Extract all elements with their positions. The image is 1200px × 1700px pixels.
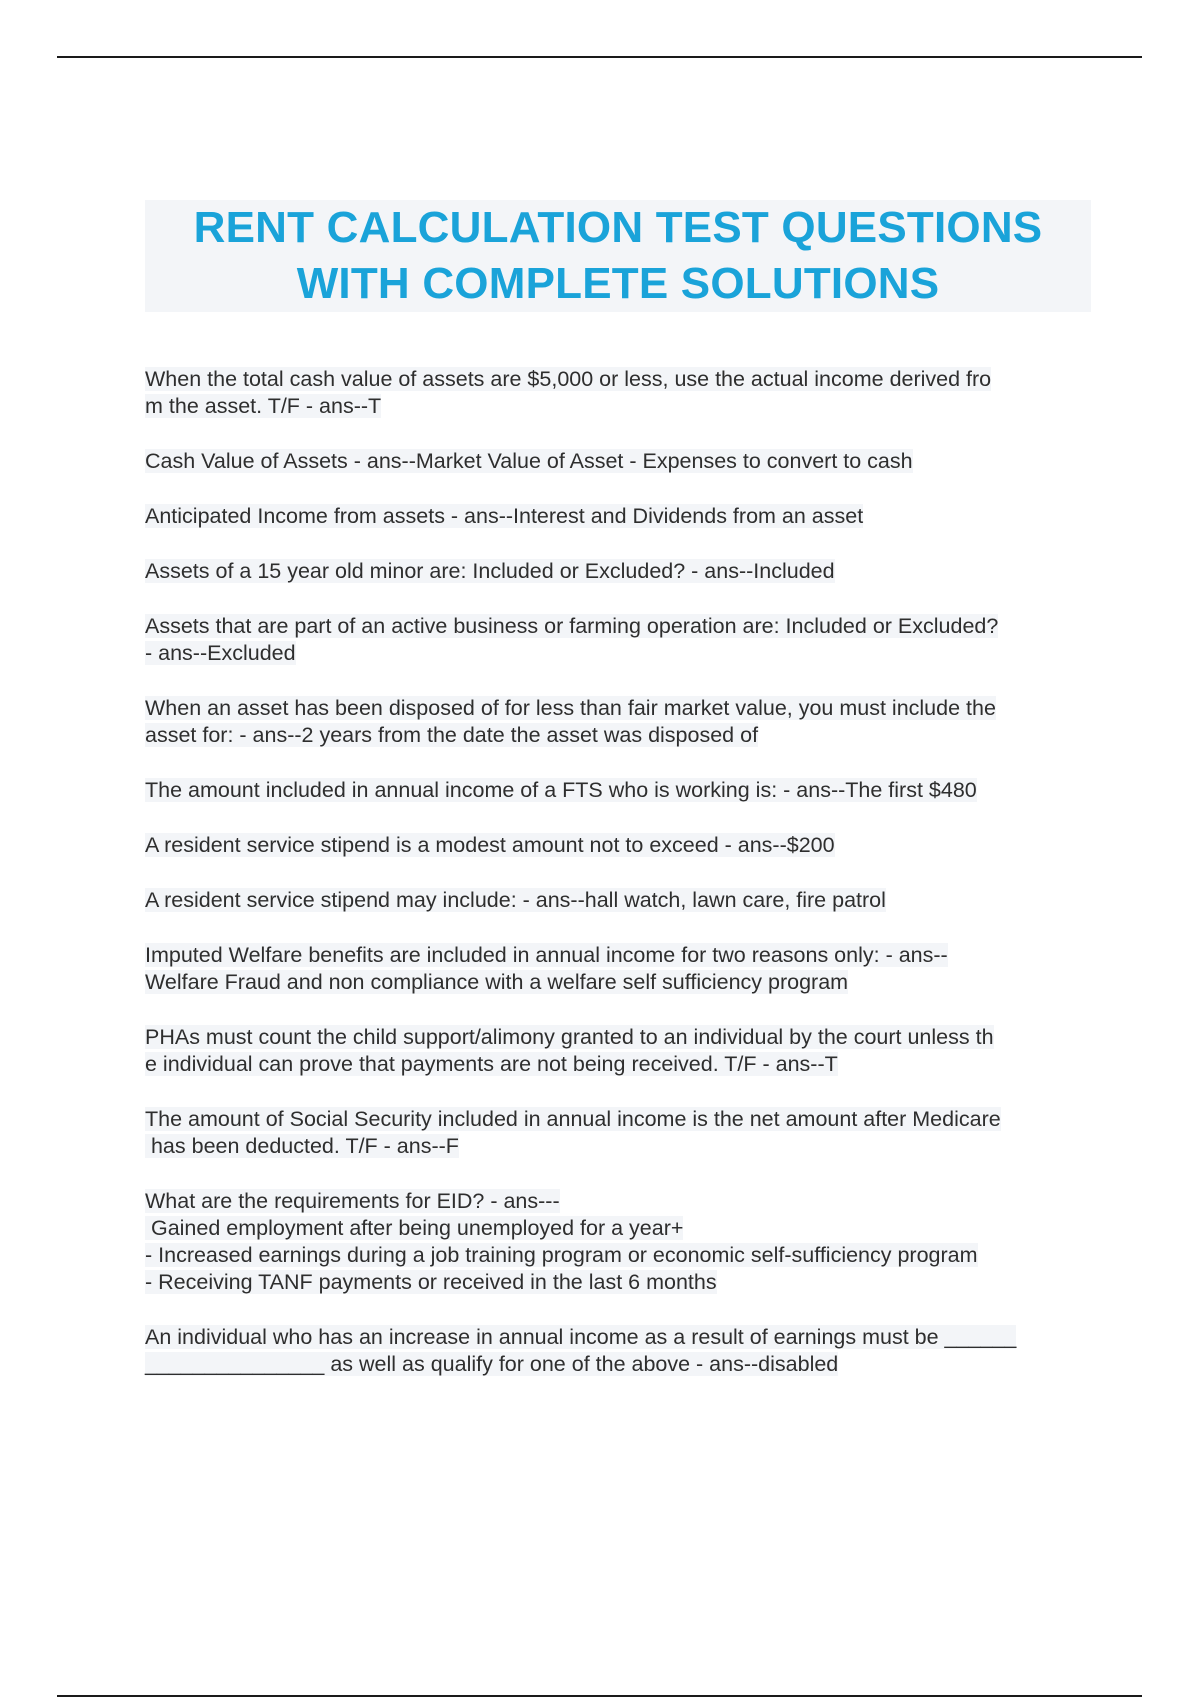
qa-line — [145, 722, 1095, 749]
qa-line — [145, 1242, 1095, 1269]
qa-item — [145, 558, 1095, 585]
qa-line-text: The amount of Social Security included in annual income is the net amount after Medicare — [145, 1107, 1001, 1131]
qa-line-text: An individual who has an increase in annual income as a result of earnings must be ______ — [145, 1325, 1017, 1349]
qa-line-text: PHAs must count the child support/alimony granted to an individual by the court unless th — [145, 1025, 994, 1049]
qa-item — [145, 448, 1095, 475]
qa-line-text: A resident service stipend is a modest amount not to exceed - ans--$200 — [145, 833, 835, 857]
qa-item — [145, 832, 1095, 859]
qa-item — [145, 695, 1095, 749]
qa-line-text: Assets that are part of an active business or farming operation are: Included or Excluded? — [145, 614, 999, 638]
qa-line — [145, 1269, 1095, 1296]
qa-line-text: When an asset has been disposed of for less than fair market value, you must include the — [145, 696, 996, 720]
qa-line — [145, 1051, 1095, 1078]
title-line-1: RENT CALCULATION TEST QUESTIONS — [193, 203, 1043, 252]
qa-line — [145, 503, 1095, 530]
qa-line — [145, 1324, 1095, 1351]
qa-line — [145, 366, 1095, 393]
footer-rule — [57, 1695, 1142, 1697]
qa-line-text: - ans--Excluded — [145, 641, 296, 665]
qa-line-text: Assets of a 15 year old minor are: Included or Excluded? - ans--Included — [145, 559, 835, 583]
qa-line — [145, 613, 1095, 640]
qa-line — [145, 1106, 1095, 1133]
qa-line — [145, 969, 1095, 996]
qa-line — [145, 558, 1095, 585]
qa-line-text: Imputed Welfare benefits are included in annual income for two reasons only: - ans-- — [145, 943, 948, 967]
qa-item — [145, 366, 1095, 420]
qa-item — [145, 613, 1095, 667]
qa-line — [145, 640, 1095, 667]
qa-line-text: e individual can prove that payments are not being received. T/F - ans--T — [145, 1052, 838, 1076]
qa-line-text: asset for: - ans--2 years from the date the asset was disposed of — [145, 723, 759, 747]
qa-line-text: Anticipated Income from assets - ans--Interest and Dividends from an asset — [145, 504, 864, 528]
qa-line-text: _______________ as well as qualify for one of the above - ans--disabled — [145, 1352, 839, 1376]
title-line-2: WITH COMPLETE SOLUTIONS — [296, 259, 940, 308]
qa-line — [145, 942, 1095, 969]
qa-line — [145, 695, 1095, 722]
qa-line — [145, 1215, 1095, 1242]
qa-line — [145, 777, 1095, 804]
qa-item — [145, 887, 1095, 914]
qa-line-text: m the asset. T/F - ans--T — [145, 394, 382, 418]
qa-item — [145, 942, 1095, 996]
qa-line — [145, 393, 1095, 420]
qa-item — [145, 1106, 1095, 1160]
qa-item — [145, 1024, 1095, 1078]
qa-item — [145, 1188, 1095, 1296]
qa-line-text: - Increased earnings during a job training program or economic self-sufficiency program — [145, 1243, 978, 1267]
qa-line-text: Welfare Fraud and non compliance with a welfare self sufficiency program — [145, 970, 849, 994]
qa-item — [145, 1324, 1095, 1378]
document-title — [145, 200, 1091, 312]
qa-line-text: Gained employment after being unemployed for a year+ — [145, 1216, 684, 1240]
qa-line-text: has been deducted. T/F - ans--F — [145, 1134, 459, 1158]
qa-line — [145, 1351, 1095, 1378]
qa-item — [145, 503, 1095, 530]
qa-line-text: - Receiving TANF payments or received in the last 6 months — [145, 1270, 717, 1294]
qa-line — [145, 1188, 1095, 1215]
qa-line-text: A resident service stipend may include: - ans--hall watch, lawn care, fire patrol — [145, 888, 886, 912]
qa-line — [145, 887, 1095, 914]
qa-line — [145, 1133, 1095, 1160]
qa-line-text: What are the requirements for EID? - ans--- — [145, 1189, 560, 1213]
header-rule — [57, 56, 1142, 58]
qa-line — [145, 832, 1095, 859]
qa-item — [145, 777, 1095, 804]
qa-line — [145, 1024, 1095, 1051]
qa-line-text: Cash Value of Assets - ans--Market Value of Asset - Expenses to convert to cash — [145, 449, 913, 473]
qa-line-text: The amount included in annual income of a FTS who is working is: - ans--The first $480 — [145, 778, 977, 802]
question-answer-list — [145, 366, 1095, 1406]
qa-line-text: When the total cash value of assets are $5,000 or less, use the actual income derived fro — [145, 367, 992, 391]
qa-line — [145, 448, 1095, 475]
